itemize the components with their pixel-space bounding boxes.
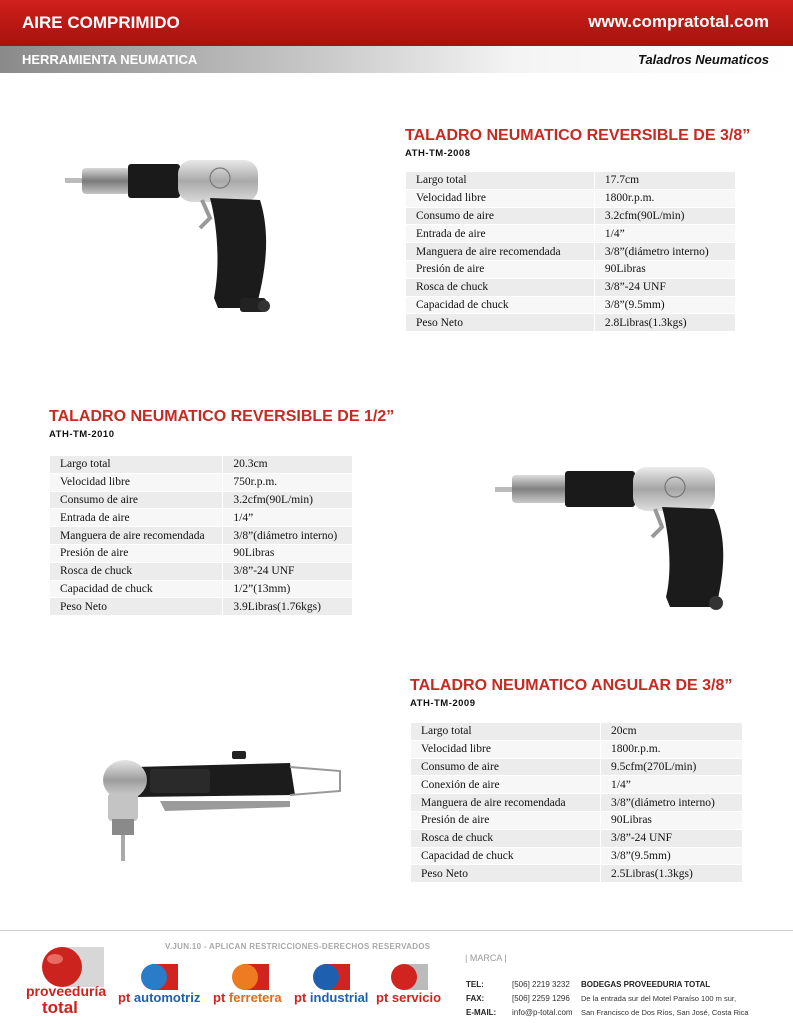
- spec-value: 90Libras: [223, 544, 352, 562]
- spec-label: Peso Neto: [406, 314, 594, 332]
- fax-label: FAX:: [466, 994, 485, 1003]
- company-name: BODEGAS PROVEEDURIA TOTAL: [581, 980, 711, 989]
- spec-label: Largo total: [406, 172, 594, 189]
- brand-ferretera: [213, 962, 291, 1007]
- table-row: [50, 527, 352, 545]
- table-row: [406, 172, 735, 189]
- brand-name: industrial: [309, 990, 369, 1005]
- table-row: [411, 723, 742, 740]
- spec-table: [406, 172, 735, 332]
- table-row: [50, 491, 352, 509]
- footer-divider: [0, 930, 793, 931]
- table-row: [50, 562, 352, 580]
- spec-label: Manguera de aire recomendada: [50, 527, 223, 545]
- tel-label: TEL:: [466, 980, 484, 989]
- table-row: [411, 829, 742, 847]
- brand-prefix: pt: [376, 990, 389, 1005]
- table-row: [411, 758, 742, 776]
- spec-label: Velocidad libre: [411, 740, 601, 758]
- proveeduria-total-logo: [22, 945, 112, 1020]
- product-title: TALADRO NEUMATICO ANGULAR DE 3/8”: [410, 677, 733, 694]
- spec-table: [411, 723, 742, 883]
- spec-value: 3/8”-24 UNF: [223, 562, 352, 580]
- spec-label: Largo total: [50, 456, 223, 473]
- spec-label: Rosca de chuck: [406, 278, 594, 296]
- address-line-1: De la entrada sur del Motel Paraíso 100 m sur,: [581, 994, 737, 1003]
- table-row: [406, 189, 735, 207]
- table-row: [406, 207, 735, 225]
- table-row: [50, 456, 352, 473]
- spec-value: 9.5cfm(270L/min): [601, 758, 742, 776]
- servicio-icon: [390, 962, 430, 992]
- spec-label: Entrada de aire: [406, 225, 594, 243]
- email-value[interactable]: info@p-total.com: [512, 1008, 573, 1017]
- brand-prefix: pt: [294, 990, 307, 1005]
- table-row: [411, 776, 742, 794]
- sub-banner: [0, 46, 793, 73]
- address-line-2: San Francisco de Dos Ríos, San José, Costa Rica: [581, 1008, 749, 1017]
- product-title: TALADRO NEUMATICO REVERSIBLE DE 1/2”: [49, 408, 395, 425]
- subcategory-title: Taladros Neumaticos: [637, 52, 769, 67]
- table-row: [411, 811, 742, 829]
- spec-value: 1/4”: [594, 225, 735, 243]
- brand-industrial: [294, 962, 372, 1007]
- table-row: [50, 598, 352, 616]
- table-row: [406, 260, 735, 278]
- spec-label: Consumo de aire: [50, 491, 223, 509]
- spec-label: Consumo de aire: [411, 758, 601, 776]
- brand-servicio: [376, 962, 450, 1007]
- spec-value: 2.5Libras(1.3kgs): [601, 865, 742, 883]
- spec-label: Peso Neto: [411, 865, 601, 883]
- brand-prefix: pt: [213, 990, 226, 1005]
- table-row: [50, 580, 352, 598]
- product-code: ATH-TM-2009: [410, 698, 476, 709]
- spec-label: Manguera de aire recomendada: [406, 243, 594, 261]
- spec-label: Capacidad de chuck: [406, 296, 594, 314]
- spec-value: 2.8Libras(1.3kgs): [594, 314, 735, 332]
- table-row: [406, 296, 735, 314]
- table-row: [411, 794, 742, 812]
- spec-value: 17.7cm: [594, 172, 735, 189]
- spec-rows: [411, 723, 742, 883]
- spec-value: 3.9Libras(1.76kgs): [223, 598, 352, 616]
- table-row: [406, 225, 735, 243]
- ferretera-icon: [231, 962, 271, 992]
- spec-value: 1/2”(13mm): [223, 580, 352, 598]
- spec-label: Largo total: [411, 723, 601, 740]
- product-code: ATH-TM-2008: [405, 148, 471, 159]
- footer-note: V.JUN.10 - APLICAN RESTRICCIONES-DERECHOS RESERVADOS: [165, 942, 431, 951]
- website-url[interactable]: www.compratotal.com: [588, 12, 769, 31]
- angle-drill-image: [90, 745, 350, 865]
- spec-label: Rosca de chuck: [411, 829, 601, 847]
- spec-label: Consumo de aire: [406, 207, 594, 225]
- spec-rows: [50, 456, 352, 616]
- spec-value: 3/8”(diámetro interno): [223, 527, 352, 545]
- category-title: HERRAMIENTA NEUMATICA: [22, 52, 198, 67]
- product-title: TALADRO NEUMATICO REVERSIBLE DE 3/8”: [405, 127, 751, 144]
- spec-value: 3/8”(9.5mm): [594, 296, 735, 314]
- spec-value: 1800r.p.m.: [601, 740, 742, 758]
- brand-name: ferretera: [228, 990, 282, 1005]
- spec-value: 90Libras: [601, 811, 742, 829]
- spec-value: 20.3cm: [223, 456, 352, 473]
- spec-label: Manguera de aire recomendada: [411, 794, 601, 812]
- section-title: AIRE COMPRIMIDO: [22, 13, 180, 32]
- logo-text-2: total: [42, 998, 78, 1017]
- spec-table: [50, 456, 352, 616]
- marca-label: | MARCA |: [465, 953, 507, 963]
- spec-value: 3/8”(diámetro interno): [601, 794, 742, 812]
- spec-value: 20cm: [601, 723, 742, 740]
- table-row: [50, 509, 352, 527]
- spec-label: Conexión de aire: [411, 776, 601, 794]
- table-row: [50, 473, 352, 491]
- industrial-icon: [312, 962, 352, 992]
- spec-value: 1800r.p.m.: [594, 189, 735, 207]
- spec-label: Presión de aire: [406, 260, 594, 278]
- product-code: ATH-TM-2010: [49, 429, 115, 440]
- table-row: [406, 243, 735, 261]
- spec-value: 3/8”-24 UNF: [594, 278, 735, 296]
- spec-value: 1/4”: [601, 776, 742, 794]
- spec-label: Velocidad libre: [406, 189, 594, 207]
- spec-label: Presión de aire: [50, 544, 223, 562]
- drill-1-2-image: [490, 455, 745, 625]
- spec-label: Entrada de aire: [50, 509, 223, 527]
- spec-value: 3/8”(diámetro interno): [594, 243, 735, 261]
- email-label: E-MAIL:: [466, 1008, 497, 1017]
- table-row: [406, 278, 735, 296]
- fax-value: [506] 2259 1296: [512, 994, 570, 1003]
- spec-value: 3/8”(9.5mm): [601, 847, 742, 865]
- top-banner: [0, 0, 793, 46]
- tel-value: [506] 2219 3232: [512, 980, 570, 989]
- spec-value: 90Libras: [594, 260, 735, 278]
- automotriz-icon: [140, 962, 180, 992]
- table-row: [411, 847, 742, 865]
- table-row: [411, 865, 742, 883]
- brand-prefix: pt: [118, 990, 131, 1005]
- table-row: [411, 740, 742, 758]
- spec-value: 3.2cfm(90L/min): [594, 207, 735, 225]
- spec-value: 3.2cfm(90L/min): [223, 491, 352, 509]
- spec-value: 3/8”-24 UNF: [601, 829, 742, 847]
- brand-automotriz: [118, 962, 204, 1007]
- drill-3-8-image: [60, 148, 300, 338]
- spec-label: Peso Neto: [50, 598, 223, 616]
- table-row: [50, 544, 352, 562]
- logo-text-1: proveeduría: [26, 983, 107, 999]
- spec-label: Rosca de chuck: [50, 562, 223, 580]
- spec-label: Capacidad de chuck: [411, 847, 601, 865]
- spec-value: 750r.p.m.: [223, 473, 352, 491]
- spec-label: Presión de aire: [411, 811, 601, 829]
- spec-label: Capacidad de chuck: [50, 580, 223, 598]
- brand-name: servicio: [391, 990, 442, 1005]
- brand-name: automotriz: [133, 990, 201, 1005]
- spec-value: 1/4”: [223, 509, 352, 527]
- spec-rows: [406, 172, 735, 332]
- table-row: [406, 314, 735, 332]
- spec-label: Velocidad libre: [50, 473, 223, 491]
